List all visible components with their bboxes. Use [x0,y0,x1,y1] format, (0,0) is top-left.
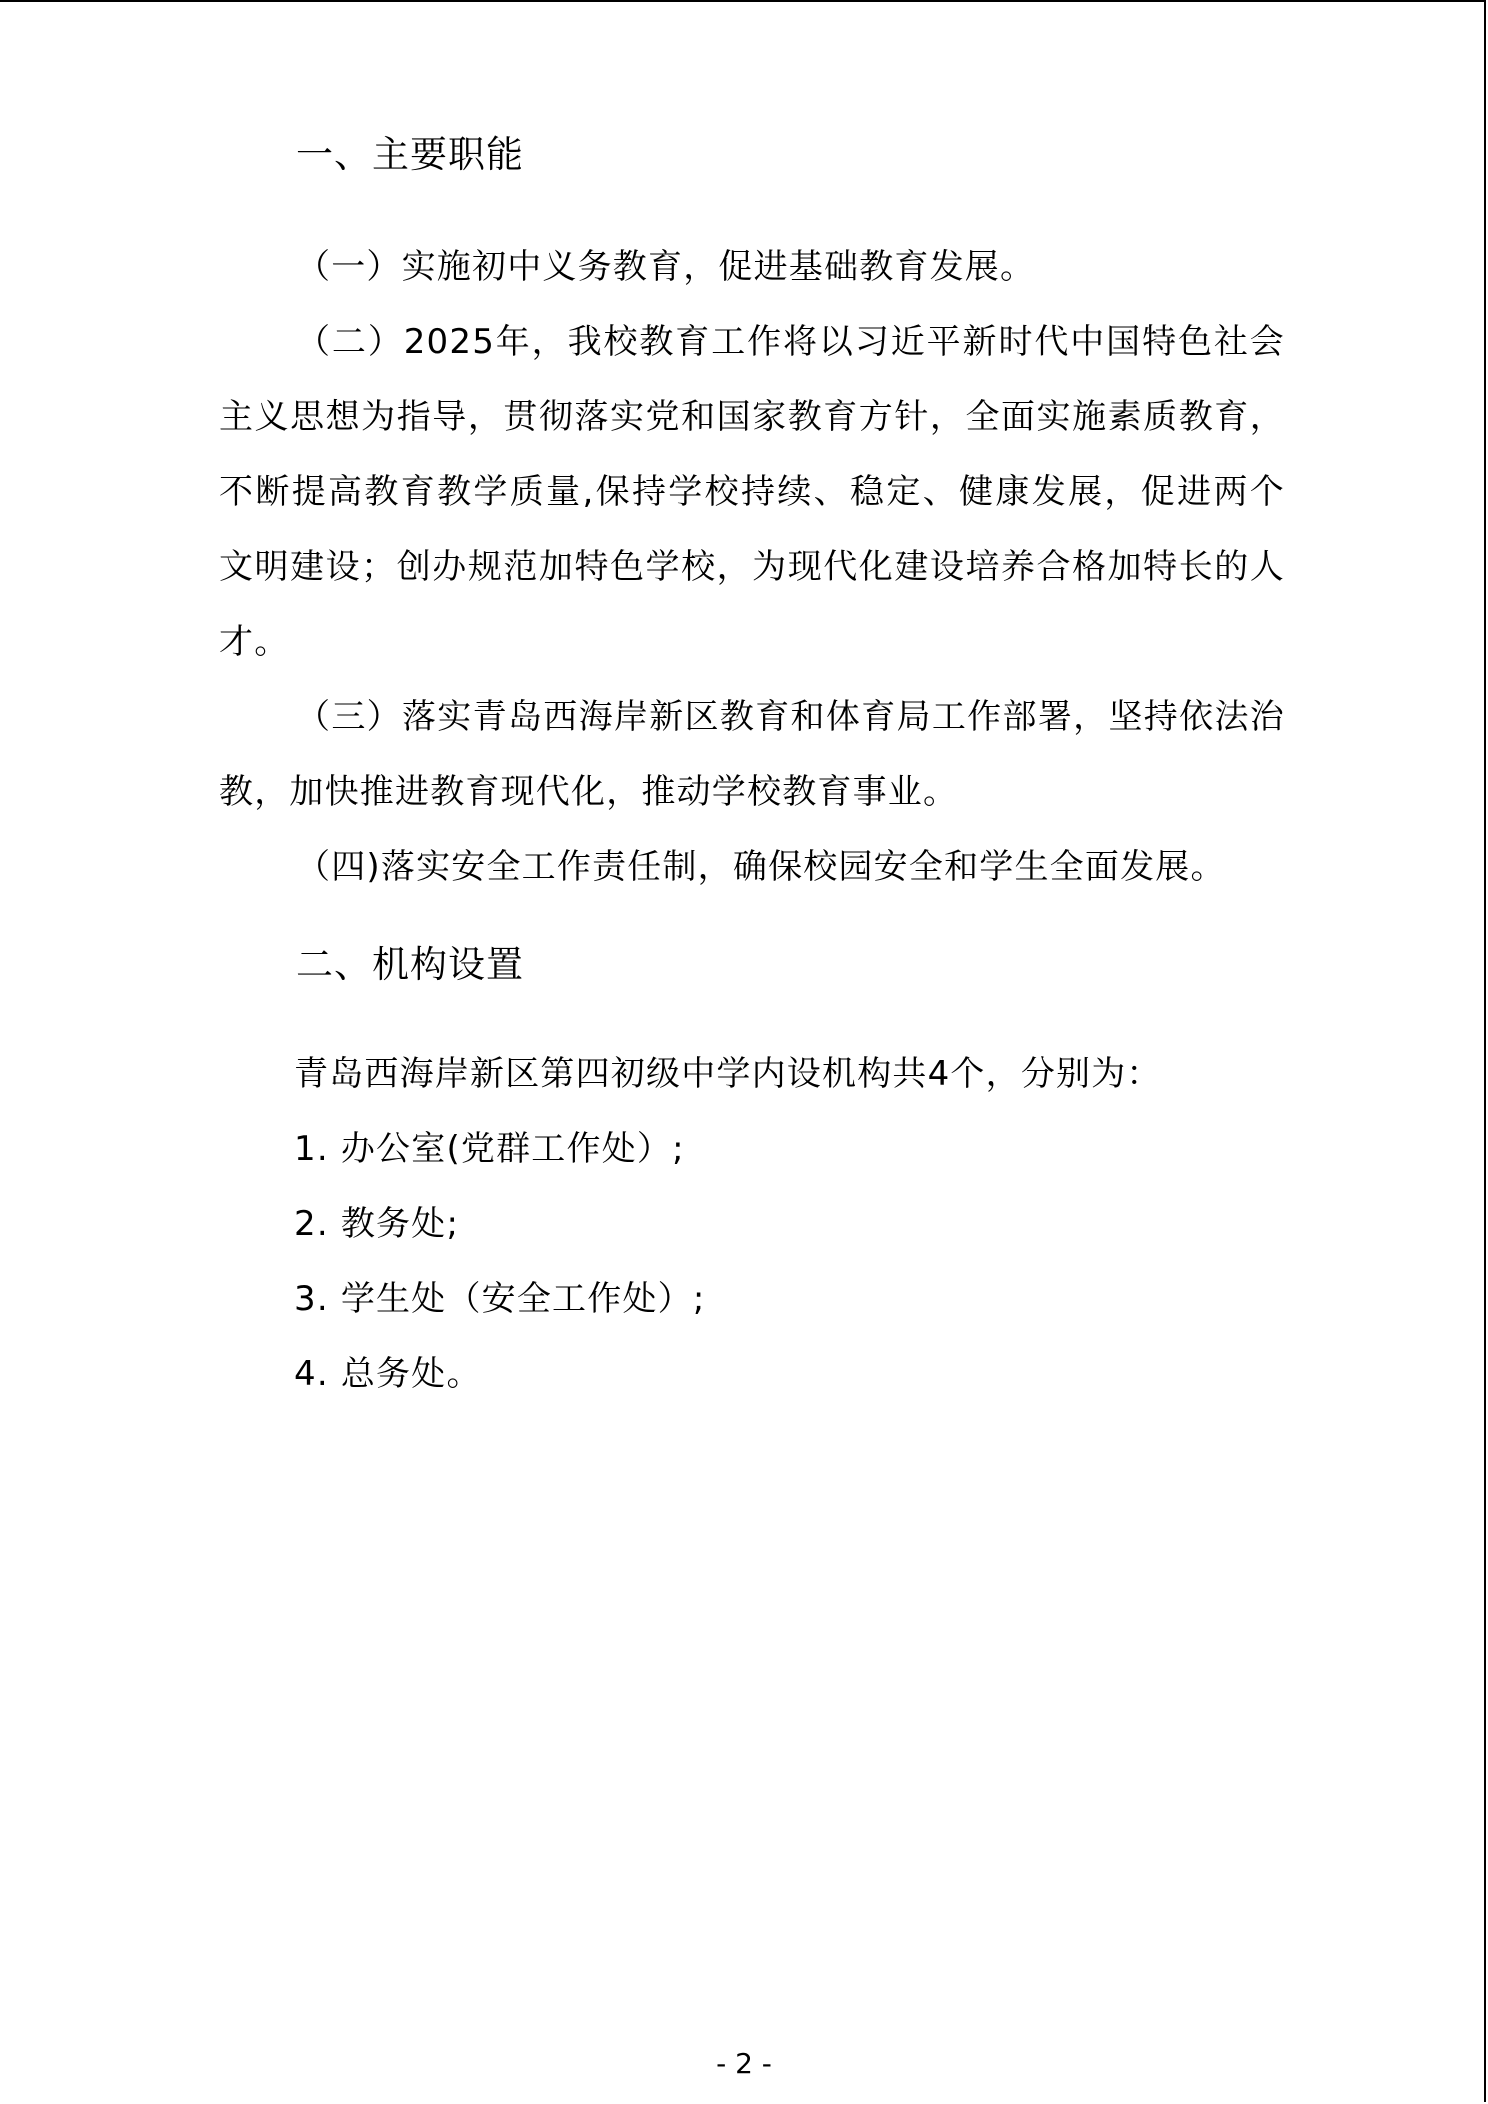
list-item-academic-affairs: 2. 教务处; [294,1204,460,1244]
paragraph-4: （四)落实安全工作责任制，确保校园安全和学生全面发展。 [296,847,1226,887]
list-item-office: 1. 办公室(党群工作处）; [294,1129,685,1169]
section-heading-main-functions: 一、主要职能 [296,133,524,176]
main-functions-block [219,230,1285,905]
list-item-student-affairs: 3. 学生处（安全工作处）; [294,1279,706,1319]
organization-intro: 青岛西海岸新区第四初级中学内设机构共4个，分别为： [294,1054,1162,1094]
section-heading-organization: 二、机构设置 [296,943,524,986]
page-number: - 2 - [716,2047,772,2080]
paragraph-1: （一）实施初中义务教育，促进基础教育发展。 [296,247,1036,287]
list-item-general-affairs: 4. 总务处。 [294,1354,482,1394]
organization-block [219,1037,1285,1412]
paragraph-3: （三）落实青岛西海岸新区教育和体育局工作部署，坚持依法治教，加快推进教育现代化，推动学校教育事业。 [219,697,1285,812]
paragraph-2: （二）2025年，我校教育工作将以习近平新时代中国特色社会主义思想为指导，贯彻落实党和国家教育方针，全面实施素质教育，不断提高教育教学质量,保持学校持续、稳定、健康发展，促进两个文明建设；创办规范加特色学校，为现代化建设培养合格加特长的人才。 [219,322,1285,662]
